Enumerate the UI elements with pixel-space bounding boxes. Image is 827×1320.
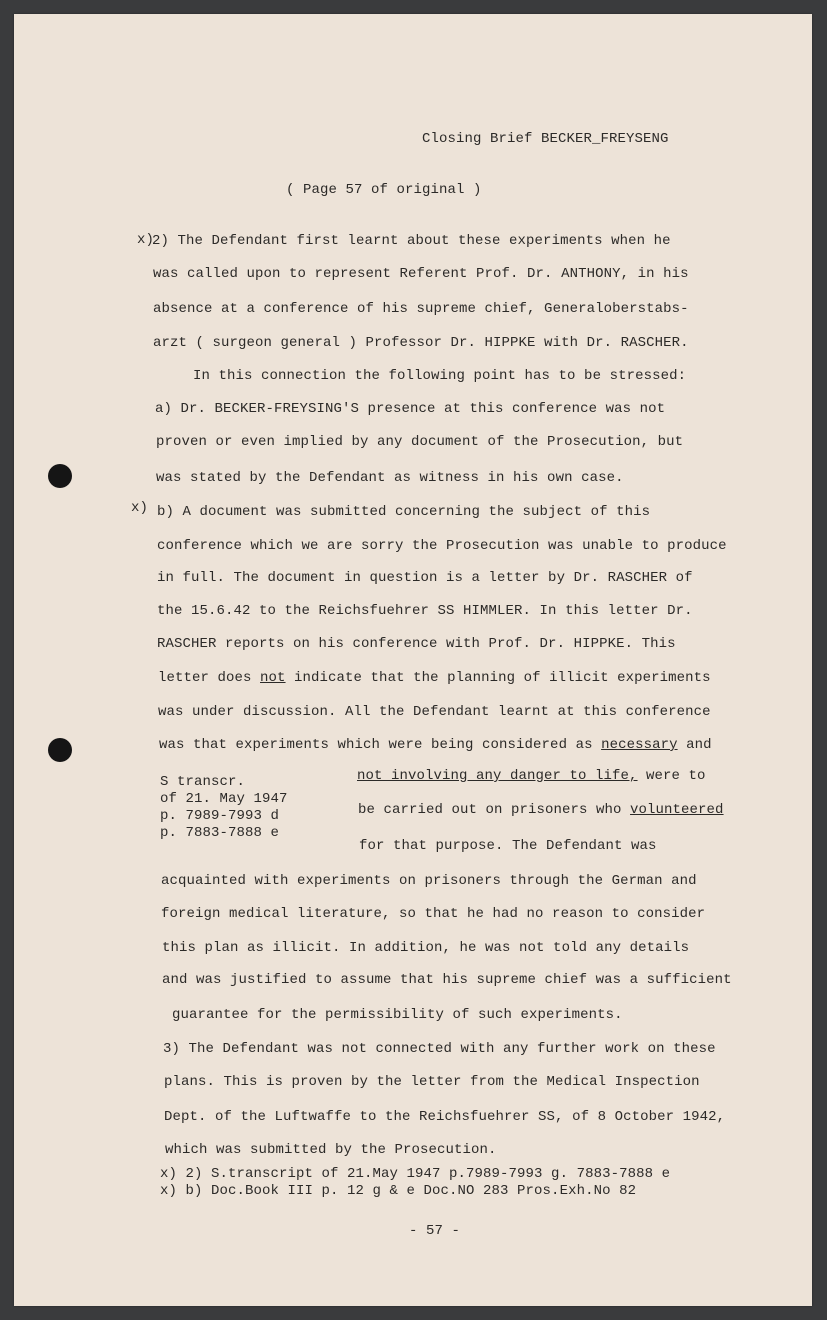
text-line: for that purpose. The Defendant was <box>359 838 657 854</box>
text-line: plans. This is proven by the letter from the Medical Inspection <box>164 1074 700 1090</box>
footnote: x) 2) S.transcript of 21.May 1947 p.7989-7993 g. 7883-7888 e <box>160 1166 671 1182</box>
text-line: this plan as illicit. In addition, he was not told any details <box>162 940 690 956</box>
text-line: a) Dr. BECKER-FREYSING'S presence at this conference was not <box>155 401 666 417</box>
margin-marker: x) <box>131 500 149 516</box>
page-number: - 57 - <box>409 1223 461 1239</box>
text-line: proven or even implied by any document of the Prosecution, but <box>156 434 684 450</box>
text-line: conference which we are sorry the Prosecution was unable to produce <box>157 538 727 554</box>
text-line <box>358 802 724 818</box>
text-line: In this connection the following point has to be stressed: <box>193 368 687 384</box>
text-line: foreign medical literature, so that he had no reason to consider <box>161 906 706 922</box>
text-line: the 15.6.42 to the Reichsfuehrer SS HIMMLER. In this letter Dr. <box>157 603 693 619</box>
text-segment: were to <box>637 768 706 784</box>
text-line: b) A document was submitted concerning the subject of this <box>157 504 651 520</box>
text-line: Dept. of the Luftwaffe to the Reichsfuehrer SS, of 8 October 1942, <box>164 1109 726 1125</box>
underlined-text: necessary <box>601 737 678 753</box>
text-line <box>159 737 712 753</box>
original-page-reference: ( Page 57 of original ) <box>286 182 482 198</box>
margin-note-line: of 21. May 1947 <box>160 791 288 807</box>
margin-note-line: S transcr. <box>160 774 246 790</box>
text-line: was under discussion. All the Defendant learnt at this conference <box>158 704 711 720</box>
text-line: 2) The Defendant first learnt about these experiments when he <box>152 233 671 249</box>
underlined-text: volunteered <box>630 802 724 818</box>
text-segment: indicate that the planning of illicit experiments <box>285 670 711 686</box>
text-segment: was that experiments which were being considered as <box>159 737 602 753</box>
margin-note-line: p. 7989-7993 d <box>160 808 280 824</box>
text-line: was called upon to represent Referent Prof. Dr. ANTHONY, in his <box>153 266 689 282</box>
footnote: x) b) Doc.Book III p. 12 g & e Doc.NO 283 Pros.Exh.No 82 <box>160 1183 637 1199</box>
text-line: in full. The document in question is a letter by Dr. RASCHER of <box>157 570 693 586</box>
text-line: and was justified to assume that his supreme chief was a sufficient <box>162 972 732 988</box>
margin-marker: x) <box>137 232 155 248</box>
punch-hole-bottom <box>48 738 72 762</box>
document-title: Closing Brief BECKER_FREYSENG <box>422 131 669 147</box>
underlined-text: not involving any danger to life, <box>357 768 638 784</box>
text-segment: letter does <box>158 670 261 686</box>
text-segment: be carried out on prisoners who <box>358 802 631 818</box>
text-segment: and <box>677 737 712 753</box>
text-line: 3) The Defendant was not connected with any further work on these <box>163 1041 716 1057</box>
text-line: arzt ( surgeon general ) Professor Dr. HIPPKE with Dr. RASCHER. <box>153 335 689 351</box>
text-line: which was submitted by the Prosecution. <box>165 1142 497 1158</box>
text-line <box>158 670 711 686</box>
text-line: acquainted with experiments on prisoners through the German and <box>161 873 697 889</box>
margin-note-line: p. 7883-7888 e <box>160 825 280 841</box>
punch-hole-top <box>48 464 72 488</box>
text-line: guarantee for the permissibility of such experiments. <box>172 1007 623 1023</box>
text-line <box>357 768 706 784</box>
text-line: was stated by the Defendant as witness in his own case. <box>156 470 624 486</box>
text-line: absence at a conference of his supreme chief, Generaloberstabs- <box>153 301 689 317</box>
underlined-text: not <box>260 670 286 686</box>
text-line: RASCHER reports on his conference with Prof. Dr. HIPPKE. This <box>157 636 676 652</box>
